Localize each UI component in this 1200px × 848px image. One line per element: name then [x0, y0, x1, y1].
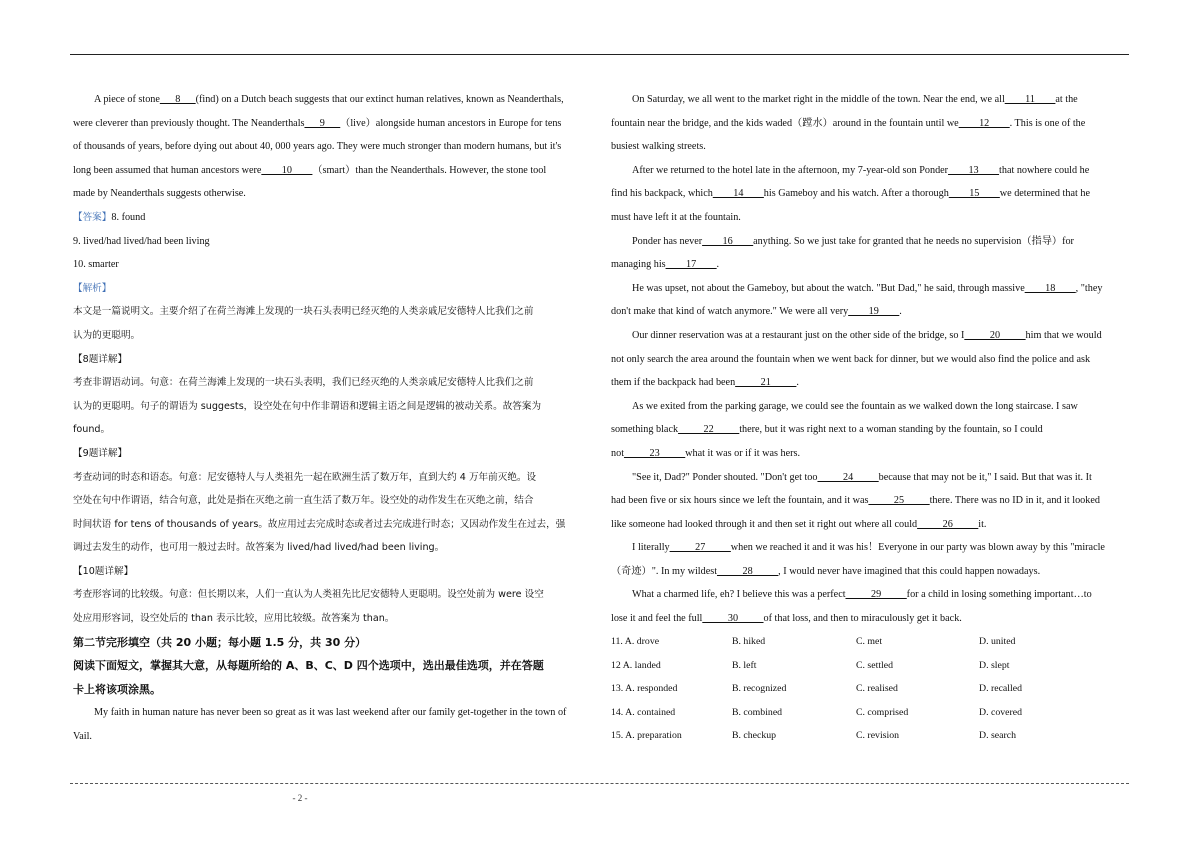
blank-27: _____27_____ [669, 542, 731, 554]
blank-20: _____20_____ [964, 329, 1026, 341]
cloze-line: something black_____22_____there, but it was right next to a woman standing by the fountain, so I could [611, 424, 1043, 436]
cloze-line: （奇迹）". In my wildest_____28_____, I would never have imagined that this could happen nowadays. [611, 565, 1041, 577]
cloze-line: managing his____17____. [611, 259, 720, 271]
option-b: B. combined [732, 706, 783, 718]
blank-19: ____19____ [848, 306, 900, 318]
detail-title: 【9题详解】 [73, 447, 128, 459]
detail-text: 空处在句中作谓语，结合句意，此处是指在灭绝之前一直生活了数万年。设空处的动作发生在灭绝之前，结合 [73, 495, 534, 507]
cloze-line: He was upset, not about the Gameboy, but about the watch. "But Dad," he said, through massive____18____, "they [632, 282, 1103, 294]
cloze-line: fountain near the bridge, and the kids waded（蹚水）around in the fountain until we____12____. This is one of the [611, 117, 1086, 129]
cloze-line: I literally_____27_____when we reached it and it was his！Everyone in our party was blown away by this "miracle [632, 542, 1105, 554]
cloze-line: Our dinner reservation was at a restaurant just on the other side of the bridge, so I_____20_____him that we would [632, 329, 1102, 341]
blank-8: ___8___ [159, 94, 196, 105]
cloze-line: had been five or six hours since we left the fountain, and it was_____25_____there. There was no ID in it, and it looked [611, 495, 1100, 507]
detail-text: found。 [73, 424, 111, 436]
option-d: D. covered [979, 706, 1022, 718]
blank-30: _____30_____ [702, 613, 764, 625]
detail-title: 【10题详解】 [73, 565, 134, 577]
passage-line: long been assumed that human ancestors were____10____（smart）than the Neanderthals. However, the stone tool [73, 164, 547, 176]
section-title: 第二节完形填空（共 20 小题；每小题 1.5 分，共 30 分） [73, 635, 367, 649]
left-column [73, 88, 587, 749]
option-b: B. recognized [732, 683, 787, 695]
cloze-line: As we exited from the parking garage, we could see the fountain as we walked down the long staircase. I saw [632, 400, 1078, 412]
detail-text: 考查形容词的比较级。句意：但长期以来，人们一直认为人类祖先比尼安德特人更聪明。设空处前为 were 设空 [73, 589, 544, 601]
blank-25: _____25_____ [868, 495, 930, 507]
footer-rule [70, 783, 1129, 784]
cloze-line: must have left it at the fountain. [611, 211, 741, 223]
cloze-line: lose it and feel the full_____30_____of that loss, and then to miraculously get it back. [611, 613, 962, 625]
option-a: 15. A. preparation [611, 730, 682, 742]
cloze-line: On Saturday, we all went to the market right in the middle of the town. Near the end, we all____11____at the [632, 94, 1078, 105]
passage-line: of thousands of years, before dying out about 40, 000 years ago. They were much stronger than modern humans, but it's [73, 141, 562, 153]
cloze-line: busiest walking streets. [611, 141, 706, 153]
detail-text: 认为的更聪明。句子的谓语为 suggests，设空处在句中作非谓语和逻辑主语之间是逻辑的被动关系。故答案为 [73, 400, 542, 412]
option-d: D. slept [979, 659, 1010, 671]
section-instruction: 卡上将该项涂黑。 [73, 682, 161, 696]
blank-11: ____11____ [1004, 94, 1056, 105]
option-b: B. checkup [732, 730, 777, 742]
detail-title: 【8题详解】 [73, 353, 128, 365]
option-a: 14. A. contained [611, 706, 676, 718]
option-c: C. met [856, 636, 883, 647]
passage-line: made by Neanderthals suggests otherwise. [73, 188, 246, 200]
detail-text: 处应用形容词，设空处后的 than 表示比较，应用比较级。故答案为 than。 [73, 613, 395, 625]
cloze-line: Ponder has never____16____anything. So we just take for granted that he needs no supervision（指导）for [632, 235, 1074, 247]
right-column [611, 88, 1123, 631]
blank-12: ____12____ [958, 117, 1010, 129]
detail-text: 时间状语 for tens of thousands of years。故应用过去完成时态或者过去完成进行时态；又因动作发生在过去，强 [73, 518, 566, 530]
option-d: D. recalled [979, 683, 1022, 695]
analysis-text: 认为的更聪明。 [73, 329, 141, 341]
option-row [611, 654, 1123, 678]
answer-tag: 【答案】 [73, 211, 112, 223]
header-rule [70, 54, 1129, 55]
passage-line: A piece of stone___8___(find) on a Dutch beach suggests that our extinct human relatives, known as Neanderthals, [94, 94, 564, 105]
detail-text: 考查非谓语动词。句意：在荷兰海滩上发现的一块石头表明，我们已经灭绝的人类亲戚尼安德特人比我们之前 [73, 377, 534, 389]
option-row [611, 724, 1123, 748]
blank-13: ____13____ [948, 164, 1000, 176]
blank-14: ____14____ [712, 188, 764, 200]
detail-text: 考查动词的时态和语态。句意：尼安德特人与人类祖先一起在欧洲生活了数万年，直到大约 4 万年前灭绝。设 [73, 471, 537, 483]
option-row [611, 677, 1123, 701]
cloze-line: "See it, Dad?" Ponder shouted. "Don't get too_____24_____because that may not be it," I said. But that was it. It [632, 471, 1092, 483]
blank-9: ___9___ [304, 117, 341, 129]
blank-22: _____22_____ [678, 424, 740, 436]
option-d: D. search [979, 730, 1016, 742]
section-instruction: 阅读下面短文，掌握其大意，从每题所给的 A、B、C、D 四个选项中，选出最佳选项，并在答题 [73, 659, 544, 673]
options-table [611, 630, 1123, 748]
cloze-line: them if the backpack had been_____21_____. [611, 377, 799, 389]
answer-line: 【答案】8. found [73, 211, 146, 223]
cloze-line: After we returned to the hotel late in the afternoon, my 7-year-old son Ponder____13____that nowhere could he [632, 164, 1090, 176]
cloze-line: What a charmed life, eh? I believe this was a perfect_____29_____for a child in losing something important…to [632, 589, 1092, 601]
answer-line: 10. smarter [73, 259, 119, 271]
blank-29: _____29_____ [845, 589, 907, 601]
cloze-line: like someone had looked through it and then set it right out where all could_____26_____it. [611, 518, 987, 530]
analysis-tag: 【解析】 [73, 282, 112, 294]
blank-15: ____15____ [948, 188, 1000, 200]
option-c: C. revision [856, 730, 899, 742]
option-b: B. hiked [732, 636, 766, 647]
cloze-line: don't make that kind of watch anymore." We were all very____19____. [611, 306, 902, 318]
option-a: 13. A. responded [611, 683, 678, 695]
option-b: B. left [732, 659, 757, 671]
option-row [611, 630, 1123, 654]
cloze-line: not only search the area around the fountain when we went back for dinner, but we would also find the police and ask [611, 353, 1091, 365]
answer-line: 9. lived/had lived/had been living [73, 235, 210, 247]
detail-text: 调过去发生的动作，也可用一般过去时。故答案为 lived/had lived/had been living。 [73, 542, 445, 554]
option-c: C. comprised [856, 706, 909, 718]
cloze-line: find his backpack, which____14____his Gameboy and his watch. After a thorough____15____we determined that he [611, 188, 1091, 200]
blank-26: _____26_____ [917, 518, 979, 530]
cloze-line: Vail. [73, 731, 92, 743]
analysis-text: 本文是一篇说明文。主要介绍了在荷兰海滩上发现的一块石头表明已经灭绝的人类亲戚尼安德特人比我们之前 [73, 306, 534, 318]
option-a: 11. A. drove [611, 636, 660, 647]
blank-17: ____17____ [665, 259, 717, 271]
option-row [611, 701, 1123, 725]
page-number: - 2 - [292, 793, 308, 803]
option-c: C. settled [856, 659, 894, 671]
option-a: 12 A. landed [611, 659, 661, 671]
passage-line: were cleverer than previously thought. The Neanderthals___9___（live）alongside human ancestors in Europe for tens [73, 117, 562, 129]
cloze-line: not_____23_____what it was or if it was hers. [611, 447, 801, 459]
blank-28: _____28_____ [717, 565, 779, 577]
blank-21: _____21_____ [735, 377, 797, 389]
blank-18: ____18____ [1024, 282, 1076, 294]
blank-23: _____23_____ [624, 447, 686, 459]
cloze-line: My faith in human nature has never been so great as it was last weekend after our family get-together in the town of [94, 707, 567, 719]
blank-16: ____16____ [702, 235, 754, 247]
blank-10: ____10____ [261, 164, 313, 176]
option-c: C. realised [856, 683, 898, 695]
blank-24: _____24_____ [817, 471, 879, 483]
option-d: D. united [979, 636, 1016, 647]
